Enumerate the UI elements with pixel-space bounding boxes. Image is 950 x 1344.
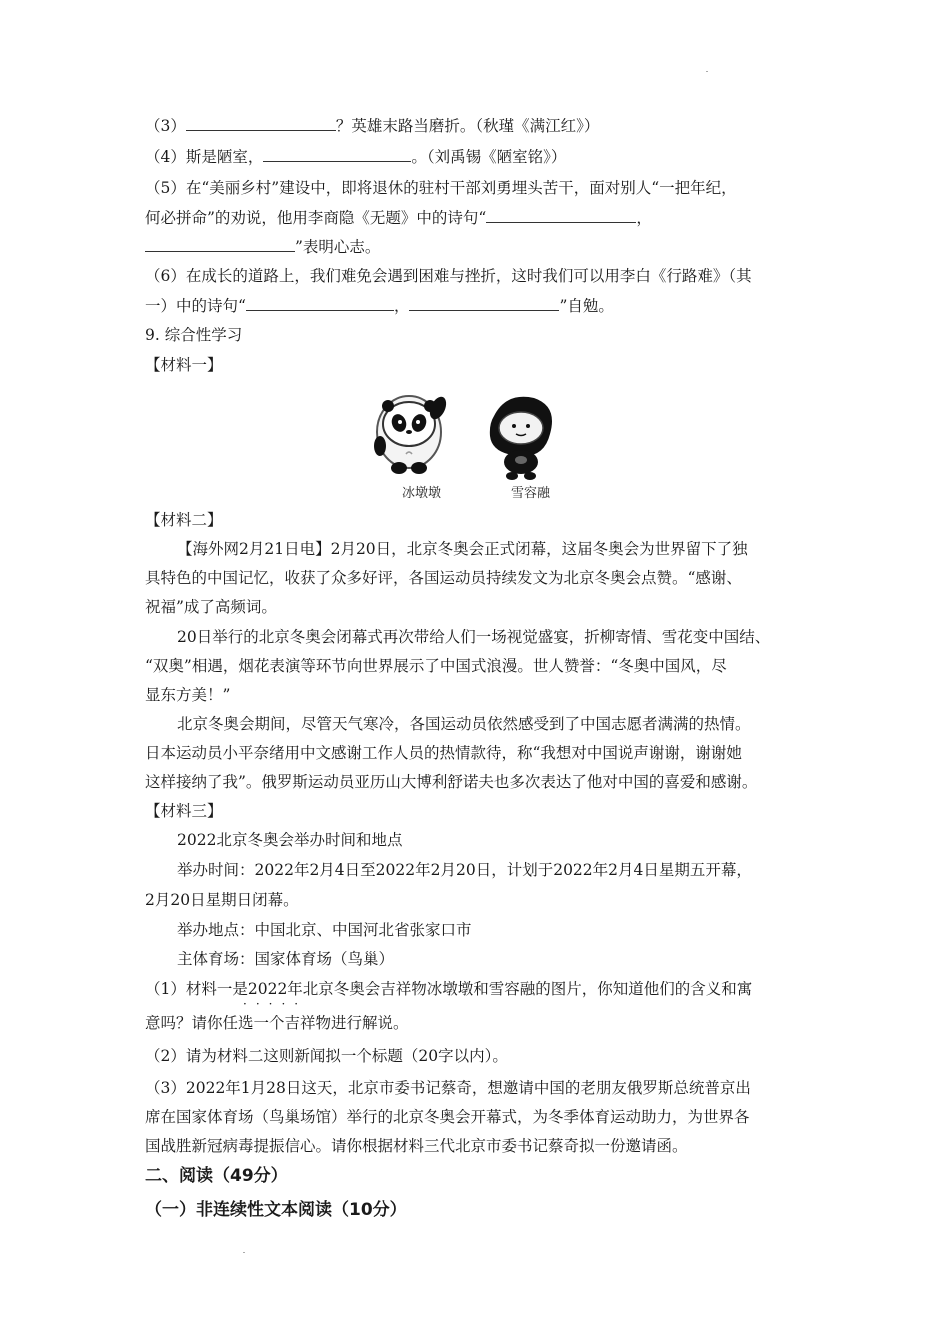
question-text: ”表明心志。 bbox=[295, 238, 381, 256]
material-2-line: 这样接纳了我”。俄罗斯运动员亚历山大博利舒诺夫也多次表达了他对中国的喜爱和感谢。 bbox=[145, 773, 758, 791]
question-text: 何必拼命”的劝说，他用李商隐《无题》中的诗句“ bbox=[145, 209, 487, 227]
bing-dwen-dwen-mascot bbox=[374, 394, 449, 474]
material-3-line: 主体育场：国家体育场（鸟巢） bbox=[177, 950, 395, 968]
question-6-line1: （6）在成长的道路上，我们难免会遇到困难与挫折，这时我们可以用李白《行路难》（其 bbox=[145, 267, 752, 285]
question-5-line2 bbox=[145, 207, 652, 229]
question-5-line1: （5）在“美丽乡村”建设中，即将退休的驻村干部刘勇埋头苦干，面对别人“一把年纪， bbox=[145, 179, 737, 197]
material-3-line: 举办时间：2022年2月4日至2022年2月20日，计划于2022年2月4日星期五开幕， bbox=[177, 861, 752, 879]
task-question: （2）请为材料二这则新闻拟一个标题（20字以内）。 bbox=[145, 1047, 508, 1065]
question-3 bbox=[145, 115, 599, 137]
answer-blank[interactable] bbox=[145, 236, 295, 252]
mascot-label-bing-dwen-dwen: 冰墩墩 bbox=[402, 486, 442, 501]
scan-speck bbox=[243, 1252, 245, 1253]
answer-blank[interactable] bbox=[263, 146, 411, 162]
question-6-line2 bbox=[145, 295, 614, 317]
question-text: 。（刘禹锡《陋室铭》） bbox=[411, 148, 567, 166]
material-2-line: 【海外网2月21日电】2月20日，北京冬奥会正式闭幕，这届冬奥会为世界留下了独 bbox=[177, 540, 748, 558]
question-text: （4）斯是陋室， bbox=[145, 148, 264, 166]
material-2-line: 具特色的中国记忆，收获了众多好评，各国运动员持续发文为北京冬奥会点赞。“感谢、 bbox=[145, 569, 742, 587]
mascot-label-shuey-rhon-rhon: 雪容融 bbox=[511, 486, 551, 501]
answer-blank[interactable] bbox=[246, 295, 394, 311]
task-question: 席在国家体育场（鸟巢场馆）举行的北京冬奥会开幕式，为冬季体育运动助力，为世界各 bbox=[145, 1108, 750, 1126]
mascot-images bbox=[366, 388, 586, 482]
question-text: ？英雄末路当磨折。（秋瑾《满江红》） bbox=[335, 117, 600, 135]
question-4 bbox=[145, 146, 566, 168]
answer-blank[interactable] bbox=[409, 295, 559, 311]
section-2-subtitle: （一）非连续性文本阅读（10分） bbox=[145, 1200, 407, 1220]
shuey-rhon-rhon-mascot bbox=[490, 397, 552, 480]
question-5-line3 bbox=[145, 236, 380, 258]
material-3-line: 举办地点：中国北京、中国河北省张家口市 bbox=[177, 921, 472, 939]
material-3-label: 【材料三】 bbox=[145, 802, 223, 820]
material-2-line: 祝福”成了高频词。 bbox=[145, 598, 277, 616]
task-question: （3）2022年1月28日这天，北京市委书记蔡奇，想邀请中国的老朋友俄罗斯总统普京出 bbox=[145, 1079, 751, 1097]
question-text: ， bbox=[393, 297, 410, 315]
question-text: 一）中的诗句“ bbox=[145, 297, 246, 315]
question-text: ”自勉。 bbox=[559, 297, 614, 315]
material-2-line: 显东方美！” bbox=[145, 686, 231, 704]
material-2-line: 北京冬奥会期间，尽管天气寒冷，各国运动员依然感受到了中国志愿者满满的热情。 bbox=[177, 715, 751, 733]
material-2-line: 日本运动员小平奈绪用中文感谢工作人员的热情款待，称“我想对中国说声谢谢，谢谢她 bbox=[145, 744, 742, 762]
material-3-line: 2月20日星期日闭幕。 bbox=[145, 891, 299, 909]
answer-blank[interactable] bbox=[486, 207, 636, 223]
material-2-label: 【材料二】 bbox=[145, 511, 223, 529]
material-1-label: 【材料一】 bbox=[145, 356, 223, 374]
question-number: （3） bbox=[145, 117, 186, 135]
task-question: 国战胜新冠病毒提振信心。请你根据材料三代北京市委书记蔡奇拟一份邀请函。 bbox=[145, 1137, 688, 1155]
task-question: （1）材料一是2022年北京冬奥会吉祥物冰墩墩和雪容融的图片，你知道他们的含义和寓 bbox=[145, 980, 753, 998]
task-question: 意吗？请你任选一个吉祥物进行解说。 bbox=[145, 1014, 409, 1032]
question-text: ， bbox=[636, 209, 652, 227]
scan-speck bbox=[706, 71, 708, 72]
material-2-line: 20日举行的北京冬奥会闭幕式再次带给人们一场视觉盛宴，折柳寄情、雪花变中国结、 bbox=[177, 628, 771, 646]
section-2-title: 二、阅读（49分） bbox=[145, 1166, 288, 1186]
material-3-line: 2022北京冬奥会举办时间和地点 bbox=[177, 831, 403, 849]
emphasis-dots: ····· bbox=[243, 997, 308, 1011]
material-2-line: “双奥”相遇，烟花表演等环节向世界展示了中国式浪漫。世人赞誉：“冬奥中国风，尽 bbox=[145, 657, 727, 675]
section-9-title: 9. 综合性学习 bbox=[145, 326, 243, 344]
answer-blank[interactable] bbox=[186, 115, 336, 131]
